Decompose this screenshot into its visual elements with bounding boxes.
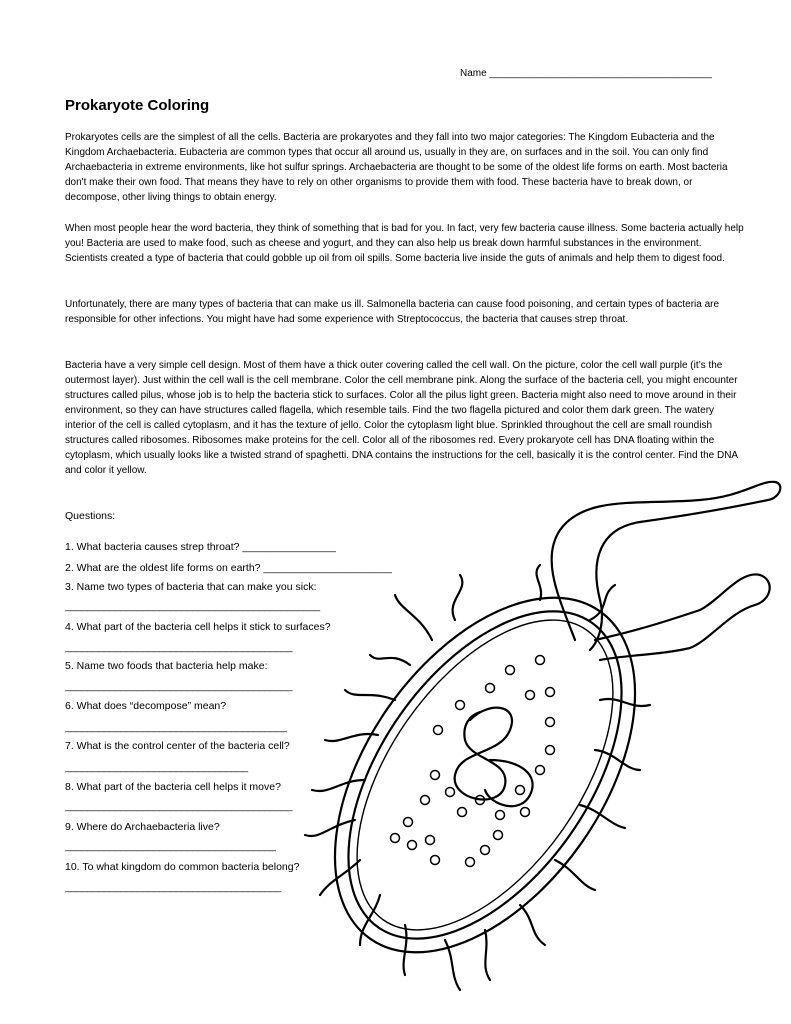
helpful-bacteria-paragraph: When most people hear the word bacteria, they think of something that is bad for you. In fact, very few bacteria cause illness. Some bacteria actually help you! Bacteria are used to make food, such as cheese and yogurt, and they can also help us break down harmful substances in the environment. Scientists created a type of bacteria that could gobble up oil from oil spills. Some bacteria live inside the guts of animals and help them to digest food.: [65, 223, 744, 264]
cell-membrane: [293, 563, 677, 987]
ribosomes: [391, 656, 555, 867]
questions-heading: Questions:: [65, 510, 116, 522]
answer-7-blank[interactable]: _________________________________: [65, 761, 248, 773]
question-1[interactable]: 1. What bacteria causes strep throat? ________________: [65, 541, 336, 553]
flagellum-2: [595, 574, 770, 660]
answer-3-blank[interactable]: ______________________________________________: [65, 600, 320, 612]
question-5: 5. Name two foods that bacteria help make:: [65, 660, 268, 672]
name-label: Name: [460, 68, 487, 79]
coloring-instructions-paragraph: Bacteria have a very simple cell design. Most of them have a thick outer covering called the cell wall. On the picture, color the cell wall purple (it’s the outermost layer). Just within the cell wall is the cell membrane. Color the cell membrane pink. Along the surface of the bacteria cell, you might encounter structures called pilus, whose job is to help the bacteria stick to surfaces. Color all the pilus light green. Bacteria might also need to move around in their environment, so they can have structures called flagella, which resemble tails. Find the two flagella pictured and color them dark green. The watery interior of the cell is called cytoplasm, and it has the texture of jello. Color the cytoplasm light blue. Sprinkled throughout the cell are small roundish structures called ribosomes. Ribosomes make proteins for the cell. Color all of the ribosomes red. Every prokaryote cell has DNA floating within the cytoplasm, which usually looks like a twisted strand of spaghetti. DNA contains the instructions for the cell, basically it is the control center. Find the DNA and color it yellow.: [65, 360, 738, 476]
cell-wall: [274, 543, 697, 1006]
question-8: 8. What part of the bacteria cell helps it move?: [65, 781, 281, 793]
question-2[interactable]: 2. What are the oldest life forms on earth? ______________________: [65, 562, 392, 574]
harmful-bacteria-paragraph: Unfortunately, there are many types of bacteria that can make us ill. Salmonella bacteria can cause food poisoning, and certain types of bacteria are responsible for other infections. You might have had some experience with Streptococcus, the bacteria that causes strep throat.: [65, 299, 720, 325]
question-7: 7. What is the control center of the bacteria cell?: [65, 740, 290, 752]
answer-5-blank[interactable]: _________________________________________: [65, 680, 293, 692]
question-6: 6. What does “decompose” mean?: [65, 700, 227, 712]
dna: [455, 708, 533, 807]
answer-6-blank[interactable]: ________________________________________: [65, 721, 287, 733]
answer-10-blank[interactable]: _______________________________________: [65, 881, 282, 893]
name-blank[interactable]: ________________________________________: [489, 68, 712, 79]
question-3: 3. Name two types of bacteria that can make you sick:: [65, 581, 317, 593]
question-4: 4. What part of the bacteria cell helps it stick to surfaces?: [65, 621, 331, 633]
flagellum-1: [552, 482, 781, 650]
answer-4-blank[interactable]: _________________________________________: [65, 641, 293, 653]
intro-paragraph: Prokaryotes cells are the simplest of all the cells. Bacteria are prokaryotes and they fall into two major categories: The Kingdom Eubacteria and the Kingdom Archaebacteria. Eubacteria are common types that occur all around us, usually in they are, on surfaces and in the soil. You can only find Archaebacteria in extreme environments, like hot sulfur springs. Archaebacteria are thought to be some of the oldest life forms on earth. Most bacteria don't make their own food. That means they have to rely on other organisms to provide them with food. These bacteria have to break down, or decompose, other living things to obtain energy.: [65, 132, 728, 203]
answer-9-blank[interactable]: ______________________________________: [65, 840, 276, 852]
name-field[interactable]: [460, 68, 712, 79]
question-10: 10. To what kingdom do common bacteria belong?: [65, 861, 300, 873]
answer-8-blank[interactable]: _________________________________________: [65, 800, 293, 812]
question-9: 9. Where do Archaebacteria live?: [65, 821, 220, 833]
pilus: [453, 575, 463, 620]
page-title: Prokaryote Coloring: [65, 97, 210, 114]
